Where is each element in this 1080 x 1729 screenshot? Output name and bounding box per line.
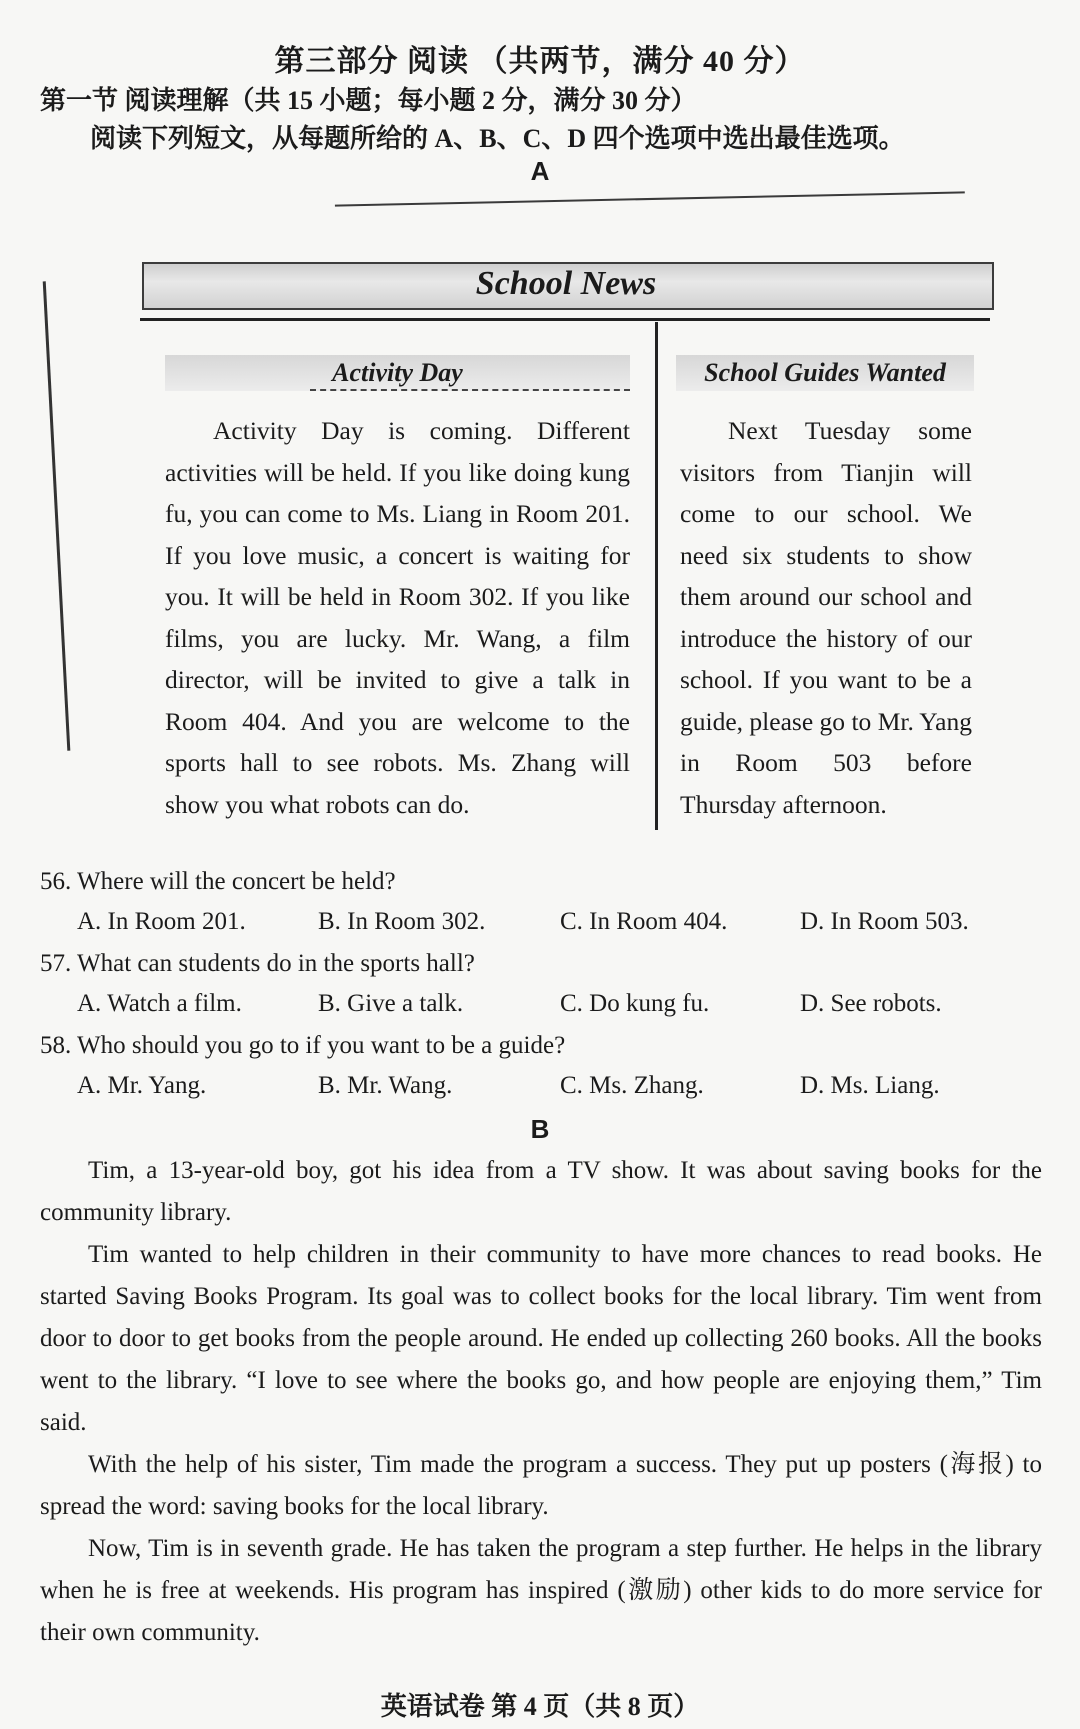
passage-a-letter: A	[530, 156, 550, 186]
q58-option-b: B. Mr. Wang.	[318, 1072, 453, 1099]
q56-option-b: B. In Room 302.	[318, 908, 486, 935]
section-title: 第三部分 阅读 （共两节，满分 40 分）	[274, 45, 806, 78]
passage-b-paragraph: Now, Tim is in seventh grade. He has taken the program a step further. He helps in the library when he is free at weekends. His program has inspired (激励) other kids to do more service for their own community.	[40, 1535, 1042, 1646]
paper-edge-decoration	[335, 191, 965, 220]
q57-option-b: B. Give a talk.	[318, 990, 464, 1017]
activity-day-text: Activity Day is coming. Different activities will be held. If you like doing kung fu, you can come to Ms. Liang in Room 201. If you love music, a concert is waiting for you. It will be held in Room 302. If you like films, you are lucky. Mr. Wang, a film director, will be invited to give a talk in Room 404. And you are welcome to the sports hall to see robots. Ms. Zhang will show you what robots can do.	[165, 416, 630, 819]
banner-rule	[140, 318, 990, 321]
q56-option-d: D. In Room 503.	[800, 908, 969, 935]
banner-title: School News	[475, 265, 657, 302]
instruction: 阅读下列短文，从每题所给的 A、B、C、D 四个选项中选出最佳选项。	[90, 124, 905, 153]
q57-option-a: A. Watch a film.	[77, 990, 242, 1017]
passage-b-paragraph: Tim wanted to help children in their community to have more chances to read books. He started Saving Books Program. Its goal was to collect books for the local library. Tim went from door to door to get books from the people around. He ended up collecting 260 books. All the books went to the library. “I love to see where the books go, and how people are enjoying them,” Tim said.	[40, 1241, 1042, 1436]
q56-option-c: C. In Room 404.	[560, 908, 728, 935]
activity-day-heading: Activity Day	[332, 358, 463, 387]
part-one-heading: 第一节 阅读理解（共 15 小题；每小题 2 分，满分 30 分）	[40, 86, 697, 115]
school-guides-heading: School Guides Wanted	[704, 358, 946, 387]
school-guides-text: Next Tuesday some visitors from Tianjin will come to our school. We need six students to show them around our school and introduce the history of our school. If you want to be a guide, please go to Mr. Yang in Room 503 before Thursday afternoon.	[680, 416, 972, 819]
q58-option-c: C. Ms. Zhang.	[560, 1072, 704, 1099]
q56-option-a: A. In Room 201.	[77, 908, 246, 935]
column-divider	[655, 322, 658, 830]
question-57: 57. What can students do in the sports hall?	[40, 950, 475, 977]
q58-option-d: D. Ms. Liang.	[800, 1072, 940, 1099]
question-56: 56. Where will the concert be held?	[40, 868, 396, 895]
passage-b-letter: B	[530, 1114, 550, 1144]
question-58: 58. Who should you go to if you want to be a guide?	[40, 1032, 566, 1059]
q57-option-c: C. Do kung fu.	[560, 990, 710, 1017]
passage-b-paragraph: Tim, a 13-year-old boy, got his idea from a TV show. It was about saving books for the community library.	[40, 1157, 1042, 1226]
page-footer: 英语试卷 第 4 页（共 8 页）	[380, 1692, 700, 1721]
activity-day-heading-underline	[310, 389, 630, 391]
passage-b-paragraph: With the help of his sister, Tim made the program a success. They put up posters (海报) to spread the word: saving books for the local library.	[40, 1451, 1042, 1520]
paper-left-edge-decoration	[43, 279, 111, 751]
q58-option-a: A. Mr. Yang.	[77, 1072, 207, 1099]
q57-option-d: D. See robots.	[800, 990, 942, 1017]
